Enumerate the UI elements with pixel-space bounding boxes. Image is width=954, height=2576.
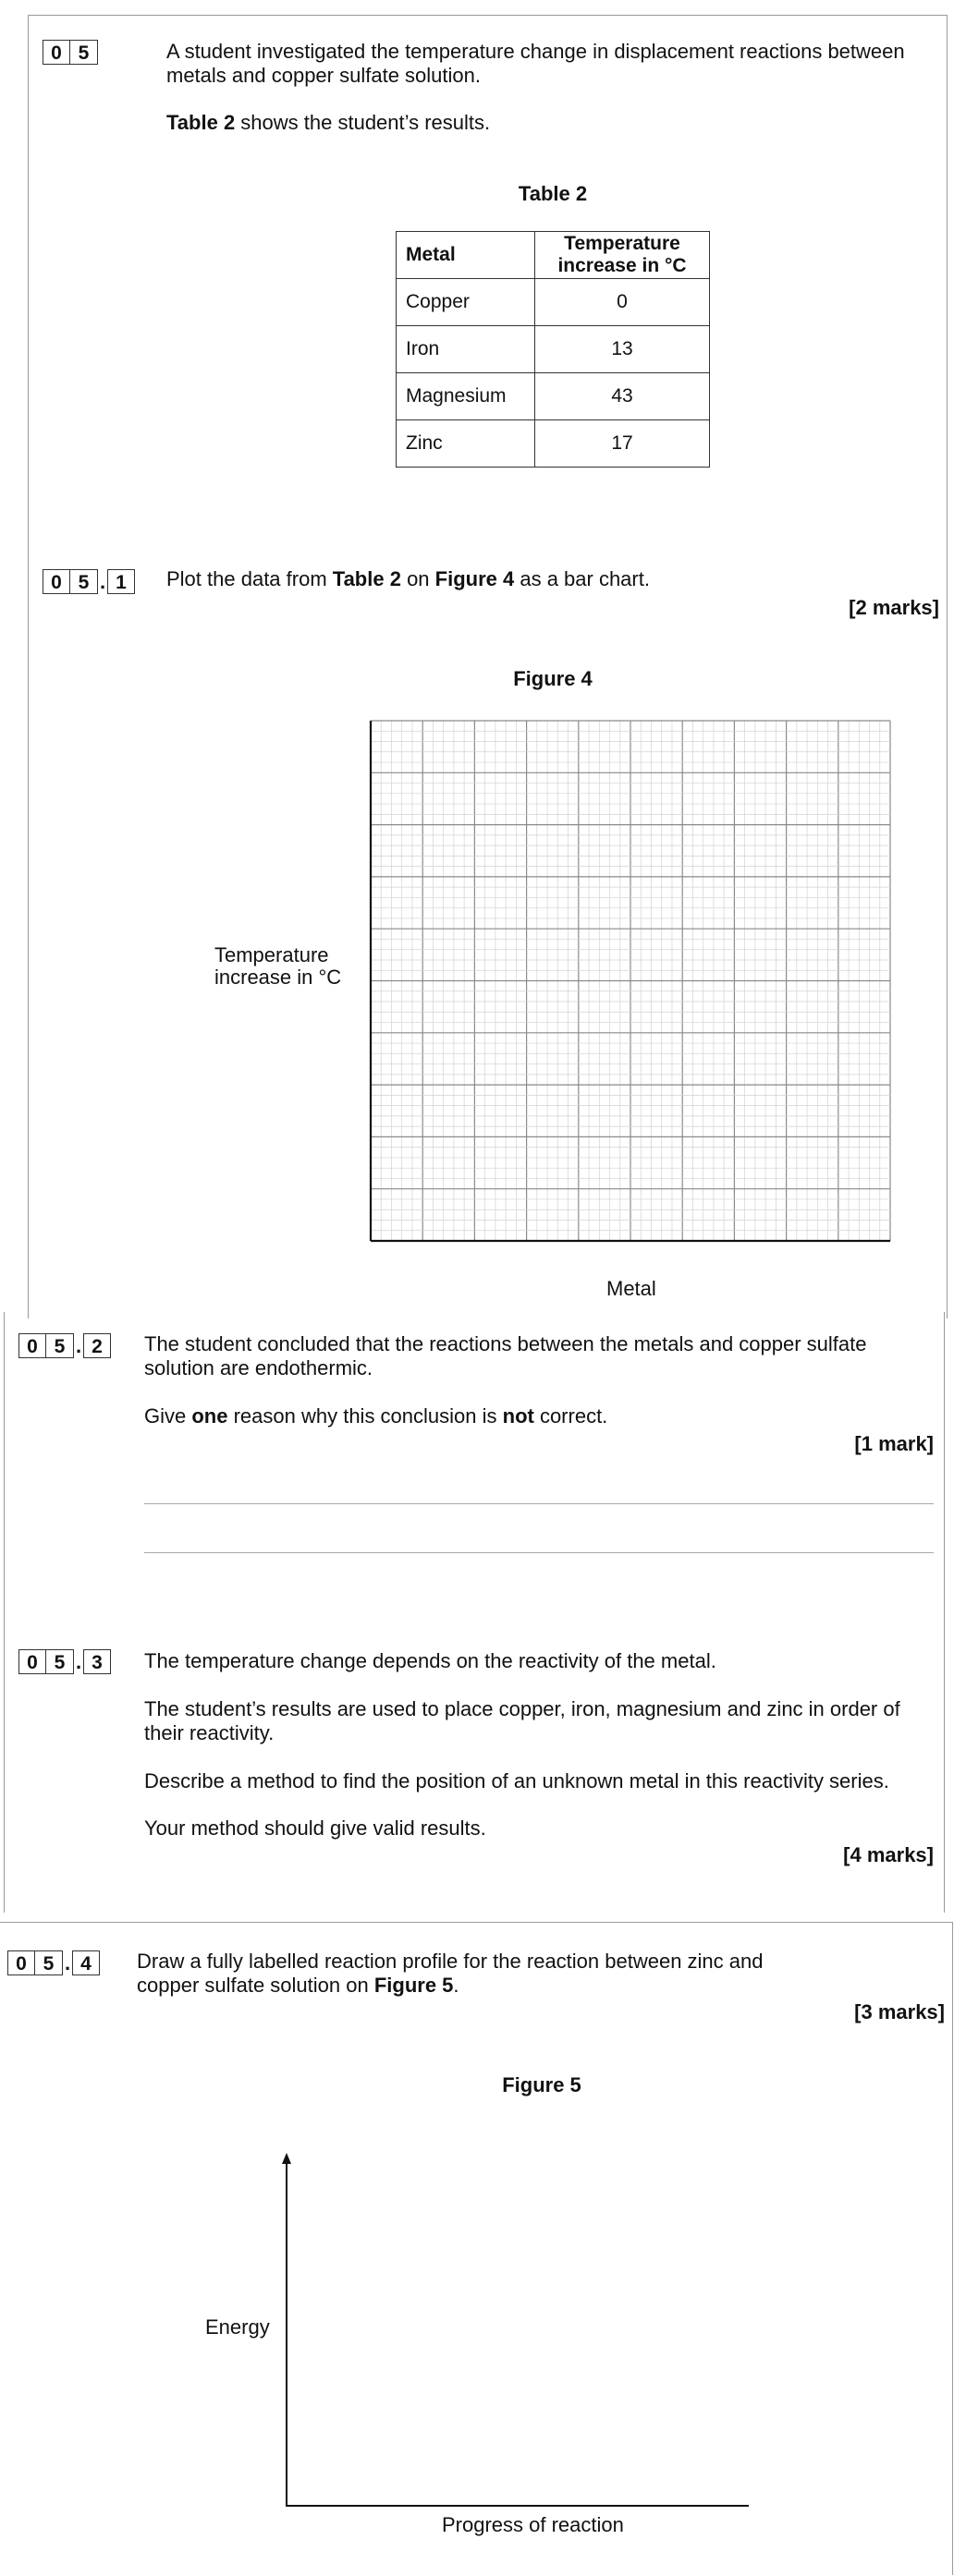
table-row	[397, 279, 710, 326]
figure-4-y-label: Temperature increase in °C	[214, 943, 342, 989]
text-part: reason why this conclusion is	[227, 1404, 503, 1428]
text-part: correct.	[533, 1404, 608, 1428]
table-row	[397, 326, 710, 373]
table-cell-metal: Magnesium	[397, 373, 535, 420]
question-5-3-p3: Describe a method to find the position of an unknown metal in this reactivity series.	[144, 1769, 889, 1792]
figure-5-title: Figure 5	[502, 2073, 581, 2096]
table-cell-value: 0	[535, 279, 710, 326]
digit: 3	[83, 1649, 111, 1674]
question-number-05-1	[43, 569, 135, 594]
digit: 5	[70, 569, 98, 594]
question-5-3-p1: The temperature change depends on the reactivity of the metal.	[144, 1649, 716, 1672]
question-intro: A student investigated the temperature change in displacement reactions between metals and copper sulfate solution.	[166, 40, 905, 87]
text-part: Plot the data from	[166, 567, 333, 590]
text-bold: Figure 4	[434, 567, 515, 590]
text-part: Give	[144, 1404, 192, 1428]
text-part: as a bar chart.	[514, 567, 650, 590]
graph-paper-grid	[368, 717, 893, 1245]
digit: 2	[83, 1333, 111, 1358]
table-cell-metal: Copper	[397, 279, 535, 326]
digit: 1	[107, 569, 135, 594]
marks-5-4: [3 marks]	[854, 2000, 945, 2023]
digit: 5	[70, 40, 98, 65]
table-title: Table 2	[518, 182, 588, 205]
number-separator: .	[99, 569, 106, 593]
digit: 0	[43, 569, 70, 594]
question-number-05-3	[18, 1649, 111, 1674]
number-separator: .	[75, 1333, 82, 1357]
table-ref-rest: shows the student’s results.	[235, 111, 491, 134]
table-cell-value: 43	[535, 373, 710, 420]
table-reference	[166, 111, 490, 135]
table-header-metal: Metal	[397, 232, 535, 279]
text-bold: not	[502, 1404, 534, 1428]
digit: 5	[46, 1649, 74, 1674]
answer-line[interactable]	[144, 1503, 934, 1504]
figure-4-title: Figure 4	[513, 667, 593, 690]
reaction-profile-axes	[277, 2145, 758, 2513]
text-bold: Figure 5	[373, 1974, 454, 1997]
figure-5-y-label: Energy	[205, 2315, 270, 2339]
marks-5-1: [2 marks]	[849, 596, 939, 619]
table-cell-metal: Zinc	[397, 420, 535, 468]
text-part: on	[400, 567, 435, 590]
question-5-1-text	[166, 567, 650, 591]
table-header-temperature: Temperature increase in °C	[535, 232, 710, 279]
figure-5-x-label: Progress of reaction	[442, 2513, 624, 2536]
question-5-3-p2: The student’s results are used to place copper, iron, magnesium and zinc in order of their reactivity.	[144, 1697, 900, 1744]
marks-5-2: [1 mark]	[854, 1432, 934, 1455]
digit: 5	[35, 1950, 63, 1975]
text-part: Draw a fully labelled reaction profile for the reaction between zinc and copper sulfate solution on	[137, 1950, 764, 1997]
table-row	[397, 373, 710, 420]
question-number-05-2	[18, 1333, 111, 1358]
results-table	[396, 231, 710, 468]
marks-5-3: [4 marks]	[843, 1843, 934, 1866]
table-row	[397, 420, 710, 468]
table-header-row	[397, 232, 710, 279]
text-bold: one	[191, 1404, 228, 1428]
digit: 4	[72, 1950, 100, 1975]
table-cell-metal: Iron	[397, 326, 535, 373]
number-separator: .	[75, 1649, 82, 1673]
table-cell-value: 17	[535, 420, 710, 468]
question-5-4-text	[137, 1950, 821, 1998]
question-5-3-p4: Your method should give valid results.	[144, 1817, 486, 1840]
question-5-2-instruction	[144, 1404, 607, 1428]
text-bold: Table 2	[332, 567, 401, 590]
number-separator: .	[64, 1950, 71, 1975]
question-number-05-4	[7, 1950, 100, 1975]
question-number-05	[43, 40, 98, 65]
question-5-2-text: The student concluded that the reactions between the metals and copper sulfate solution are endothermic.	[144, 1332, 867, 1379]
digit: 0	[18, 1649, 46, 1674]
table-ref-bold: Table 2	[166, 111, 236, 134]
table-cell-value: 13	[535, 326, 710, 373]
figure-4-x-label: Metal	[606, 1277, 656, 1300]
answer-line[interactable]	[144, 1552, 934, 1553]
digit: 5	[46, 1333, 74, 1358]
digit: 0	[7, 1950, 35, 1975]
digit: 0	[18, 1333, 46, 1358]
text-part: .	[453, 1974, 459, 1997]
digit: 0	[43, 40, 70, 65]
